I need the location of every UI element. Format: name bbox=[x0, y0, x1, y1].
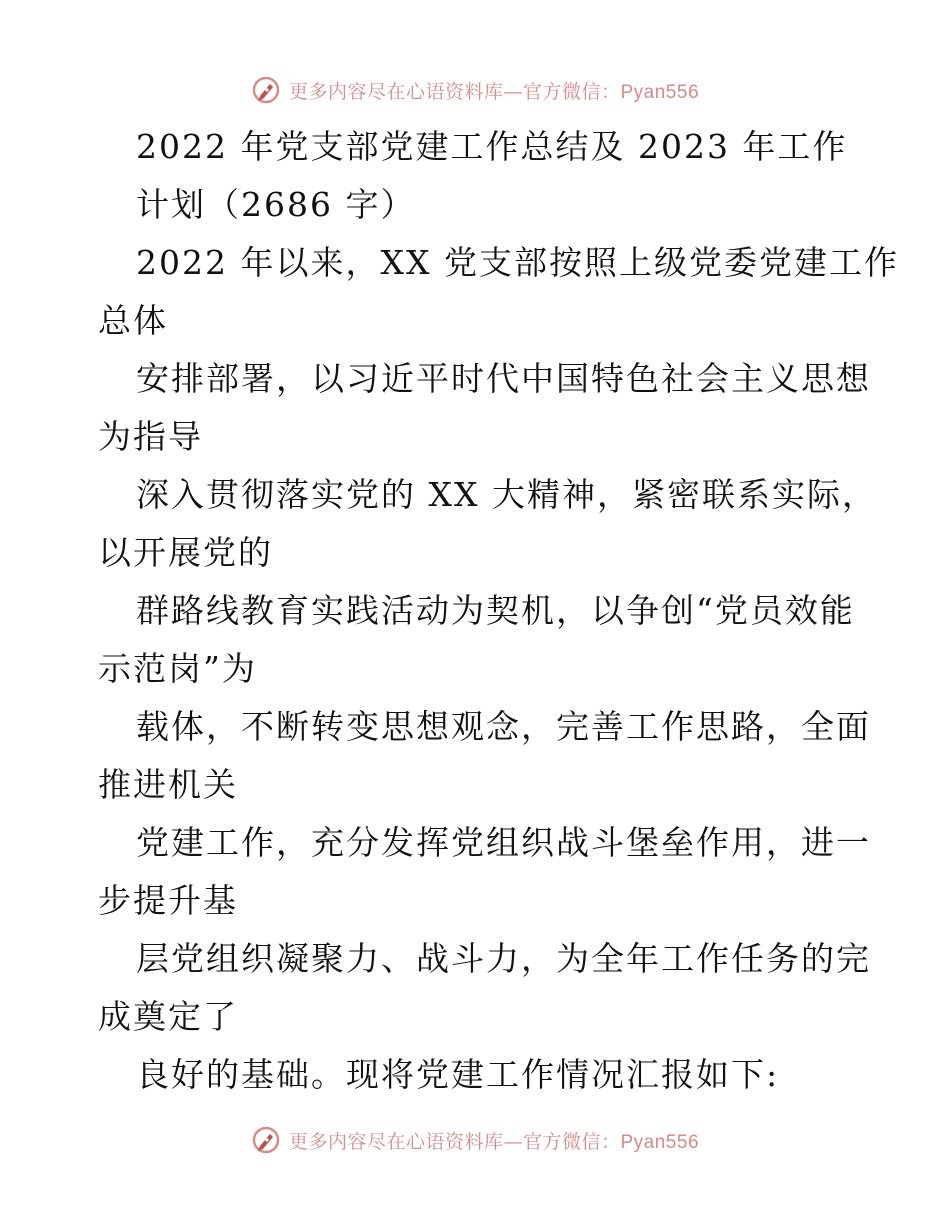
document-body bbox=[98, 118, 899, 1104]
watermark-footer bbox=[0, 1122, 950, 1158]
body-line: 良好的基础。现将党建工作情况汇报如下: bbox=[136, 1055, 780, 1094]
fountain-pen-circle-icon bbox=[251, 75, 281, 105]
body-line: 深入贯彻落实党的 XX 大精神，紧密联系实际， bbox=[136, 475, 877, 514]
body-line: 安排部署，以习近平时代中国特色社会主义思想 bbox=[136, 359, 871, 398]
watermark-id: Pyan556 bbox=[620, 81, 700, 103]
body-line: 群路线教育实践活动为契机，以争创“党员效能 bbox=[136, 591, 855, 630]
body-line: 成奠定了 bbox=[98, 997, 238, 1036]
watermark-id: Pyan556 bbox=[620, 1131, 700, 1153]
body-line: 总体 bbox=[98, 301, 168, 340]
body-line: 层党组织凝聚力、战斗力，为全年工作任务的完 bbox=[136, 939, 871, 978]
body-line: 步提升基 bbox=[98, 881, 238, 920]
body-line: 推进机关 bbox=[98, 765, 238, 804]
watermark-text: 更多内容尽在心语资料库—官方微信：Pyan556 bbox=[288, 1130, 700, 1153]
body-line: 为指导 bbox=[98, 417, 203, 456]
fountain-pen-circle-icon bbox=[251, 1125, 281, 1155]
body-line: 载体，不断转变思想观念，完善工作思路，全面 bbox=[136, 707, 871, 746]
body-line: 示范岗”为 bbox=[98, 649, 257, 688]
body-line: 党建工作，充分发挥党组织战斗堡垒作用，进一 bbox=[136, 823, 871, 862]
body-line: 2022 年以来，XX 党支部按照上级党委党建工作 bbox=[136, 243, 899, 282]
document-title-line: 2022 年党支部党建工作总结及 2023 年工作 bbox=[136, 127, 848, 166]
document-title-line: 计划（2686 字） bbox=[136, 185, 416, 224]
body-line: 以开展党的 bbox=[98, 533, 273, 572]
watermark-text: 更多内容尽在心语资料库—官方微信：Pyan556 bbox=[288, 80, 700, 103]
watermark-header bbox=[0, 72, 950, 108]
